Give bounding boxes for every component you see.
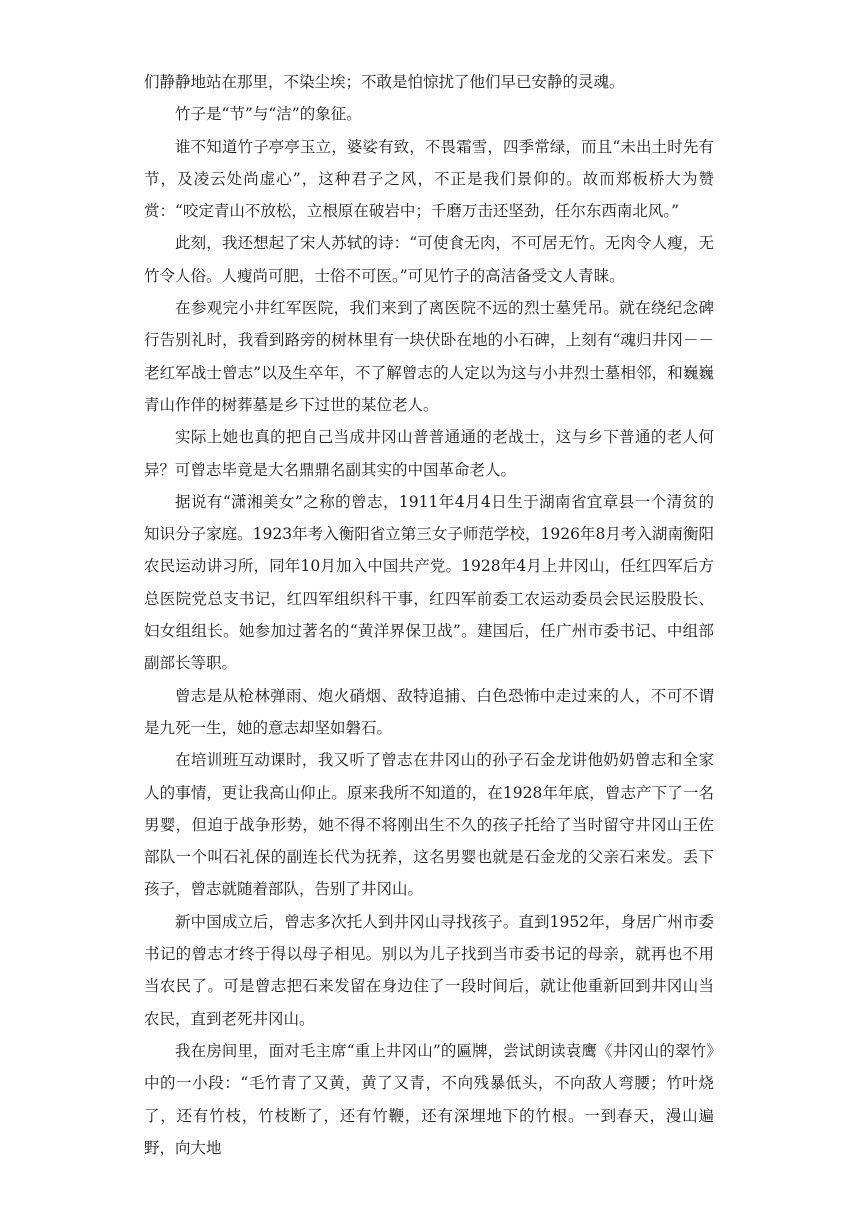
paragraph: 据说有“潇湘美女”之称的曾志，1911年4月4日生于湖南省宜章县一个清贫的知识分子家庭。1923年考入衡阳省立第三女子师范学校，1926年8月考入湖南衡阳农民运动讲习所，同年10月加入中国共产党。1928年4月上井冈山，任红四军后方总医院党总支书记，红四军组织科干事，红四军前委工农运动委员会民运股股长、妇女组组长。她参加过著名的“黄洋界保卫战”。建国后，任广州市委书记、中组部副部长等职。 <box>144 492 714 673</box>
paragraph: 曾志是从枪林弹雨、炮火硝烟、敌特追捕、白色恐怖中走过来的人，不可不谓是九死一生，她的意志却坚如磐石。 <box>144 686 714 737</box>
paragraph: 实际上她也真的把自己当成井冈山普普通通的老战士，这与乡下普通的老人何异？可曾志毕竟是大名鼎鼎名副其实的中国革命老人。 <box>144 428 714 479</box>
paragraph: 谁不知道竹子亭亭玉立，婆娑有致，不畏霜雪，四季常绿，而且“未出土时先有节，及凌云处尚虚心”，这种君子之风，不正是我们景仰的。故而郑板桥大为赞赏：“咬定青山不放松，立根原在破岩中；千磨万击还坚劲，任尔东西南北风。” <box>144 137 714 221</box>
paragraph: 我在房间里，面对毛主席“重上井冈山”的匾牌，尝试朗读袁鹰《井冈山的翠竹》中的一小段：“毛竹青了又黄，黄了又青，不向残暴低头，不向敌人弯腰；竹叶烧了，还有竹枝，竹枝断了，还有竹鞭，还有深埋地下的竹根。一到春天，漫山遍野，向大地 <box>144 1041 714 1157</box>
article-body <box>144 66 714 1164</box>
paragraph: 竹子是“节”与“洁”的象征。 <box>175 105 362 124</box>
paragraph-continued: 们静静地站在那里，不染尘埃；不敢是怕惊扰了他们早已安静的灵魂。 <box>144 73 625 91</box>
paragraph: 此刻，我还想起了宋人苏轼的诗：“可使食无肉，不可居无竹。无肉令人瘦，无竹令人俗。人瘦尚可肥，士俗不可医。”可见竹子的高洁备受文人青睐。 <box>144 234 714 285</box>
paragraph: 在参观完小井红军医院，我们来到了离医院不远的烈士墓凭吊。就在绕纪念碑行告别礼时，我看到路旁的树林里有一块伏卧在地的小石碑，上刻有“魂归井冈－－老红军战士曾志”以及生卒年，不了解曾志的人定以为这与小井烈士墓相邻，和巍巍青山作伴的树葬墓是乡下过世的某位老人。 <box>144 299 714 414</box>
paragraph: 新中国成立后，曾志多次托人到井冈山寻找孩子。直到1952年，身居广州市委书记的曾志才终于得以母子相见。别以为儿子找到当市委书记的母亲，就再也不用当农民了。可是曾志把石来发留在身边住了一段时间后，就让他重新回到井冈山当农民，直到老死井冈山。 <box>144 912 714 1028</box>
paragraph: 在培训班互动课时，我又听了曾志在井冈山的孙子石金龙讲他奶奶曾志和全家人的事情，更让我高山仰止。原来我所不知道的，在1928年年底，曾志产下了一名男婴，但迫于战争形势，她不得不将刚出生不久的孩子托给了当时留守井冈山王佐部队一个叫石礼保的副连长代为抚养，这名男婴也就是石金龙的父亲石来发。丢下孩子，曾志就随着部队，告别了井冈山。 <box>144 751 714 899</box>
